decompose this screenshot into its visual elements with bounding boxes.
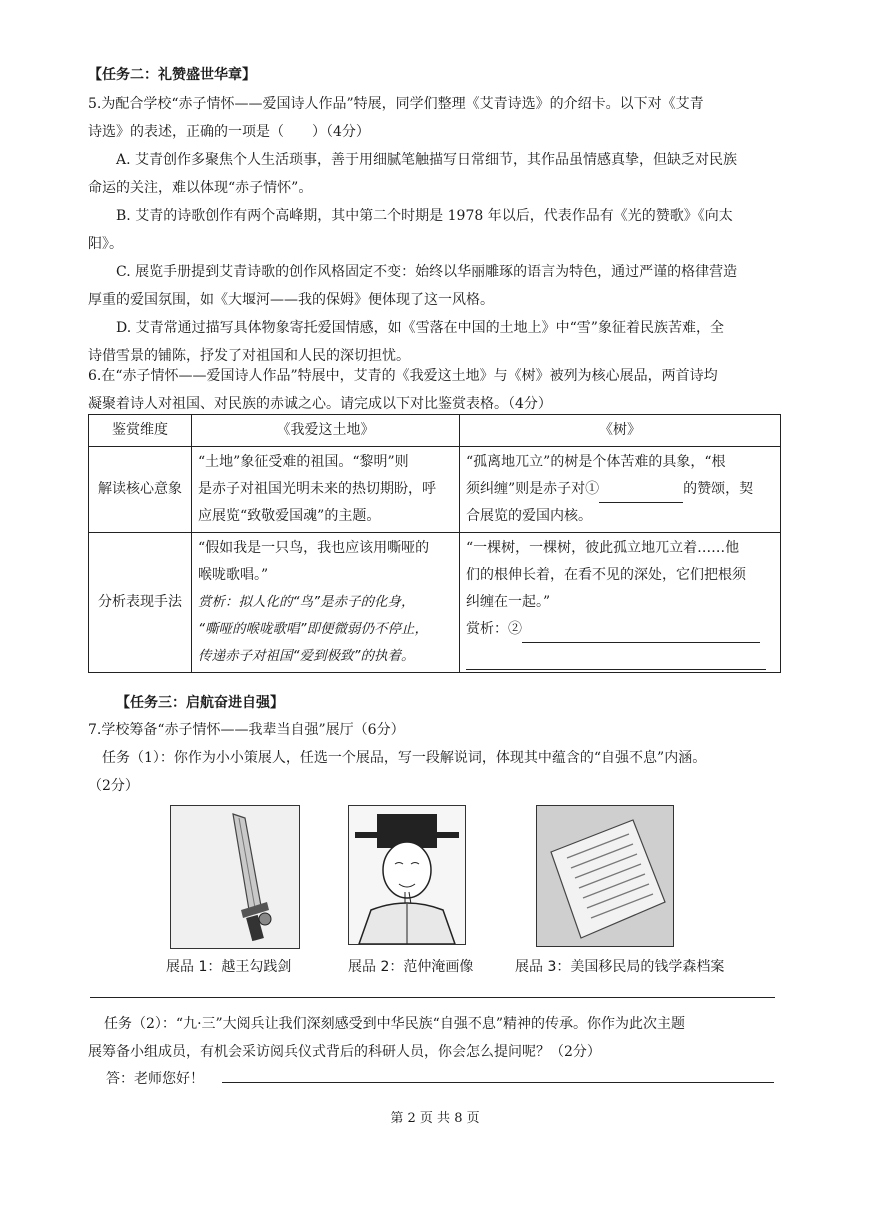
- row2-dimension: 分析表现手法: [89, 533, 192, 673]
- row2-poem2-line2: 们的根伸长着，在看不见的深处，它们把根须: [466, 567, 746, 583]
- q5-stem-line1: 5.为配合学校“赤子情怀——爱国诗人作品”特展，同学们整理《艾青诗选》的介绍卡。以下对《艾青: [88, 96, 704, 112]
- sword-photo-icon: [171, 806, 299, 948]
- q7-sub1-line2: （2分）: [88, 778, 139, 794]
- row2-poem1-line2: 喉咙歌唱。”: [198, 567, 269, 583]
- task2-heading: 【任务二：礼赞盛世华章】: [88, 67, 256, 83]
- row2-poem1-line1: “假如我是一只鸟，我也应该用嘶哑的: [198, 540, 430, 556]
- q7-sub1-line1: 任务（1）：你作为小小策展人，任选一个展品，写一段解说词，体现其中蕴含的“自强不息”内涵。: [102, 750, 707, 766]
- row1-poem1-line1: “土地”象征受难的祖国。“黎明”则: [198, 454, 409, 470]
- table-header-dimension: 鉴赏维度: [89, 415, 192, 447]
- question-6: [88, 362, 778, 418]
- q6-stem-line2: 凝聚着诗人对祖国、对民族的赤诚之心。请完成以下对比鉴赏表格。（4分）: [88, 396, 552, 412]
- question-7: [88, 716, 778, 800]
- table-header-row: [89, 415, 781, 447]
- row1-poem2-line2: [466, 476, 774, 503]
- page-footer: 第 2 页 共 8 页: [390, 1111, 480, 1126]
- portrait-drawing-icon: [349, 806, 465, 944]
- row1-poem1-line3: 应展览“致敬爱国魂”的主题。: [198, 508, 381, 524]
- exhibit-1-caption: 展品 1：越王勾践剑: [166, 959, 292, 975]
- row2-poem2-cell: [460, 533, 781, 673]
- q5-option-b-line2: 阳》。: [88, 236, 123, 252]
- exhibit-2-image: [348, 805, 466, 945]
- exhibit-3-image: [536, 805, 674, 947]
- row2-poem2-analysis-label: 赏析：②: [466, 621, 522, 637]
- q5-option-b-line1: B. 艾青的诗歌创作有两个高峰期，其中第二个时期是 1978 年以后，代表作品有《光的赞歌》《向太: [116, 208, 733, 224]
- q5-option-a-line1: A. 艾青创作多聚焦个人生活琐事，善于用细腻笔触描写日常细节，其作品虽情感真挚，但缺乏对民族: [116, 152, 738, 168]
- row2-handwritten-line3: 传递赤子对祖国“爱到极致”的执着。: [198, 648, 415, 664]
- q7-task2: [88, 1010, 778, 1066]
- row2-poem2-line1: “一棵树，一棵树，彼此孤立地兀立着……他: [466, 540, 740, 556]
- answer-prefix: 答：老师您好！: [106, 1071, 204, 1087]
- row1-poem1-line2: 是赤子对祖国光明未来的热切期盼，呼: [198, 481, 436, 497]
- row2-handwritten-line1: 赏析：拟人化的“鸟”是赤子的化身，: [198, 594, 415, 610]
- q5-stem-line2: 诗选》的表述，正确的一项是（ ）（4分）: [88, 124, 370, 140]
- q5-option-a-line2: 命运的关注，难以体现“赤子情怀”。: [88, 180, 313, 196]
- comparison-table: [88, 414, 781, 673]
- row2-handwritten-line2: “嘶哑的喉咙歌唱”即便微弱仍不停止，: [198, 621, 428, 637]
- blank-answer-2a[interactable]: [522, 622, 760, 643]
- blank-answer-1[interactable]: [599, 482, 683, 503]
- question-5: [88, 90, 778, 370]
- row1-poem1-cell: [192, 447, 460, 533]
- q5-option-d-line1: D. 艾青常通过描写具体物象寄托爱国情感，如《雪落在中国的土地上》中“雪”象征着民族苦难，全: [116, 320, 724, 336]
- row1-poem2-line3: 合展览的爱国内核。: [466, 508, 592, 524]
- table-row: [89, 533, 781, 673]
- archive-document-photo-icon: [537, 806, 673, 946]
- q7-sub2-line1: 任务（2）：“九·三”大阅兵让我们深刻感受到中华民族“自强不息”精神的传承。你作为此次主题: [104, 1016, 685, 1032]
- table-row: [89, 447, 781, 533]
- row2-poem2-line3: 纠缠在一起。”: [466, 594, 551, 610]
- row1-poem2-line2-b: 的赞颂，契: [683, 481, 754, 497]
- row1-poem2-line2-a: 须纠缠”则是赤子对①: [466, 481, 600, 497]
- q6-stem-line1: 6.在“赤子情怀——爱国诗人作品”特展中，艾青的《我爱这土地》与《树》被列为核心展品，两首诗均: [88, 368, 718, 384]
- task3-heading: 【任务三：启航奋进自强】: [116, 695, 284, 711]
- row1-poem2-line1: “孤离地兀立”的树是个体苦难的具象，“根: [466, 454, 726, 470]
- exhibit-2-caption: 展品 2：范仲淹画像: [348, 959, 474, 975]
- q7-stem: 7.学校筹备“赤子情怀——我辈当自强”展厅（6分）: [88, 722, 405, 738]
- row2-poem2-line4: [466, 616, 774, 643]
- exhibit-3-caption: 展品 3：美国移民局的钱学森档案: [515, 959, 725, 975]
- table-header-poem1: 《我爱这土地》: [192, 415, 460, 447]
- q5-option-c-line1: C. 展览手册提到艾青诗歌的创作风格固定不变：始终以华丽雕琢的语言为特色，通过严谨的格律营造: [116, 264, 738, 280]
- row1-poem2-cell: [460, 447, 781, 533]
- exhibit-1-image: [170, 805, 300, 949]
- answer-line[interactable]: [222, 1082, 774, 1083]
- section-divider: [90, 997, 775, 998]
- q5-option-d-line2: 诗借雪景的铺陈，抒发了对祖国和人民的深切担忧。: [88, 348, 410, 364]
- q7-sub2-line2: 展筹备小组成员，有机会采访阅兵仪式背后的科研人员，你会怎么提问呢？（2分）: [88, 1044, 601, 1060]
- row2-poem1-cell: [192, 533, 460, 673]
- row1-dimension: 解读核心意象: [89, 447, 192, 533]
- table-header-poem2: 《树》: [460, 415, 781, 447]
- blank-answer-2b[interactable]: [466, 651, 766, 670]
- q5-option-c-line2: 厚重的爱国氛围，如《大堰河——我的保姆》便体现了这一风格。: [88, 292, 494, 308]
